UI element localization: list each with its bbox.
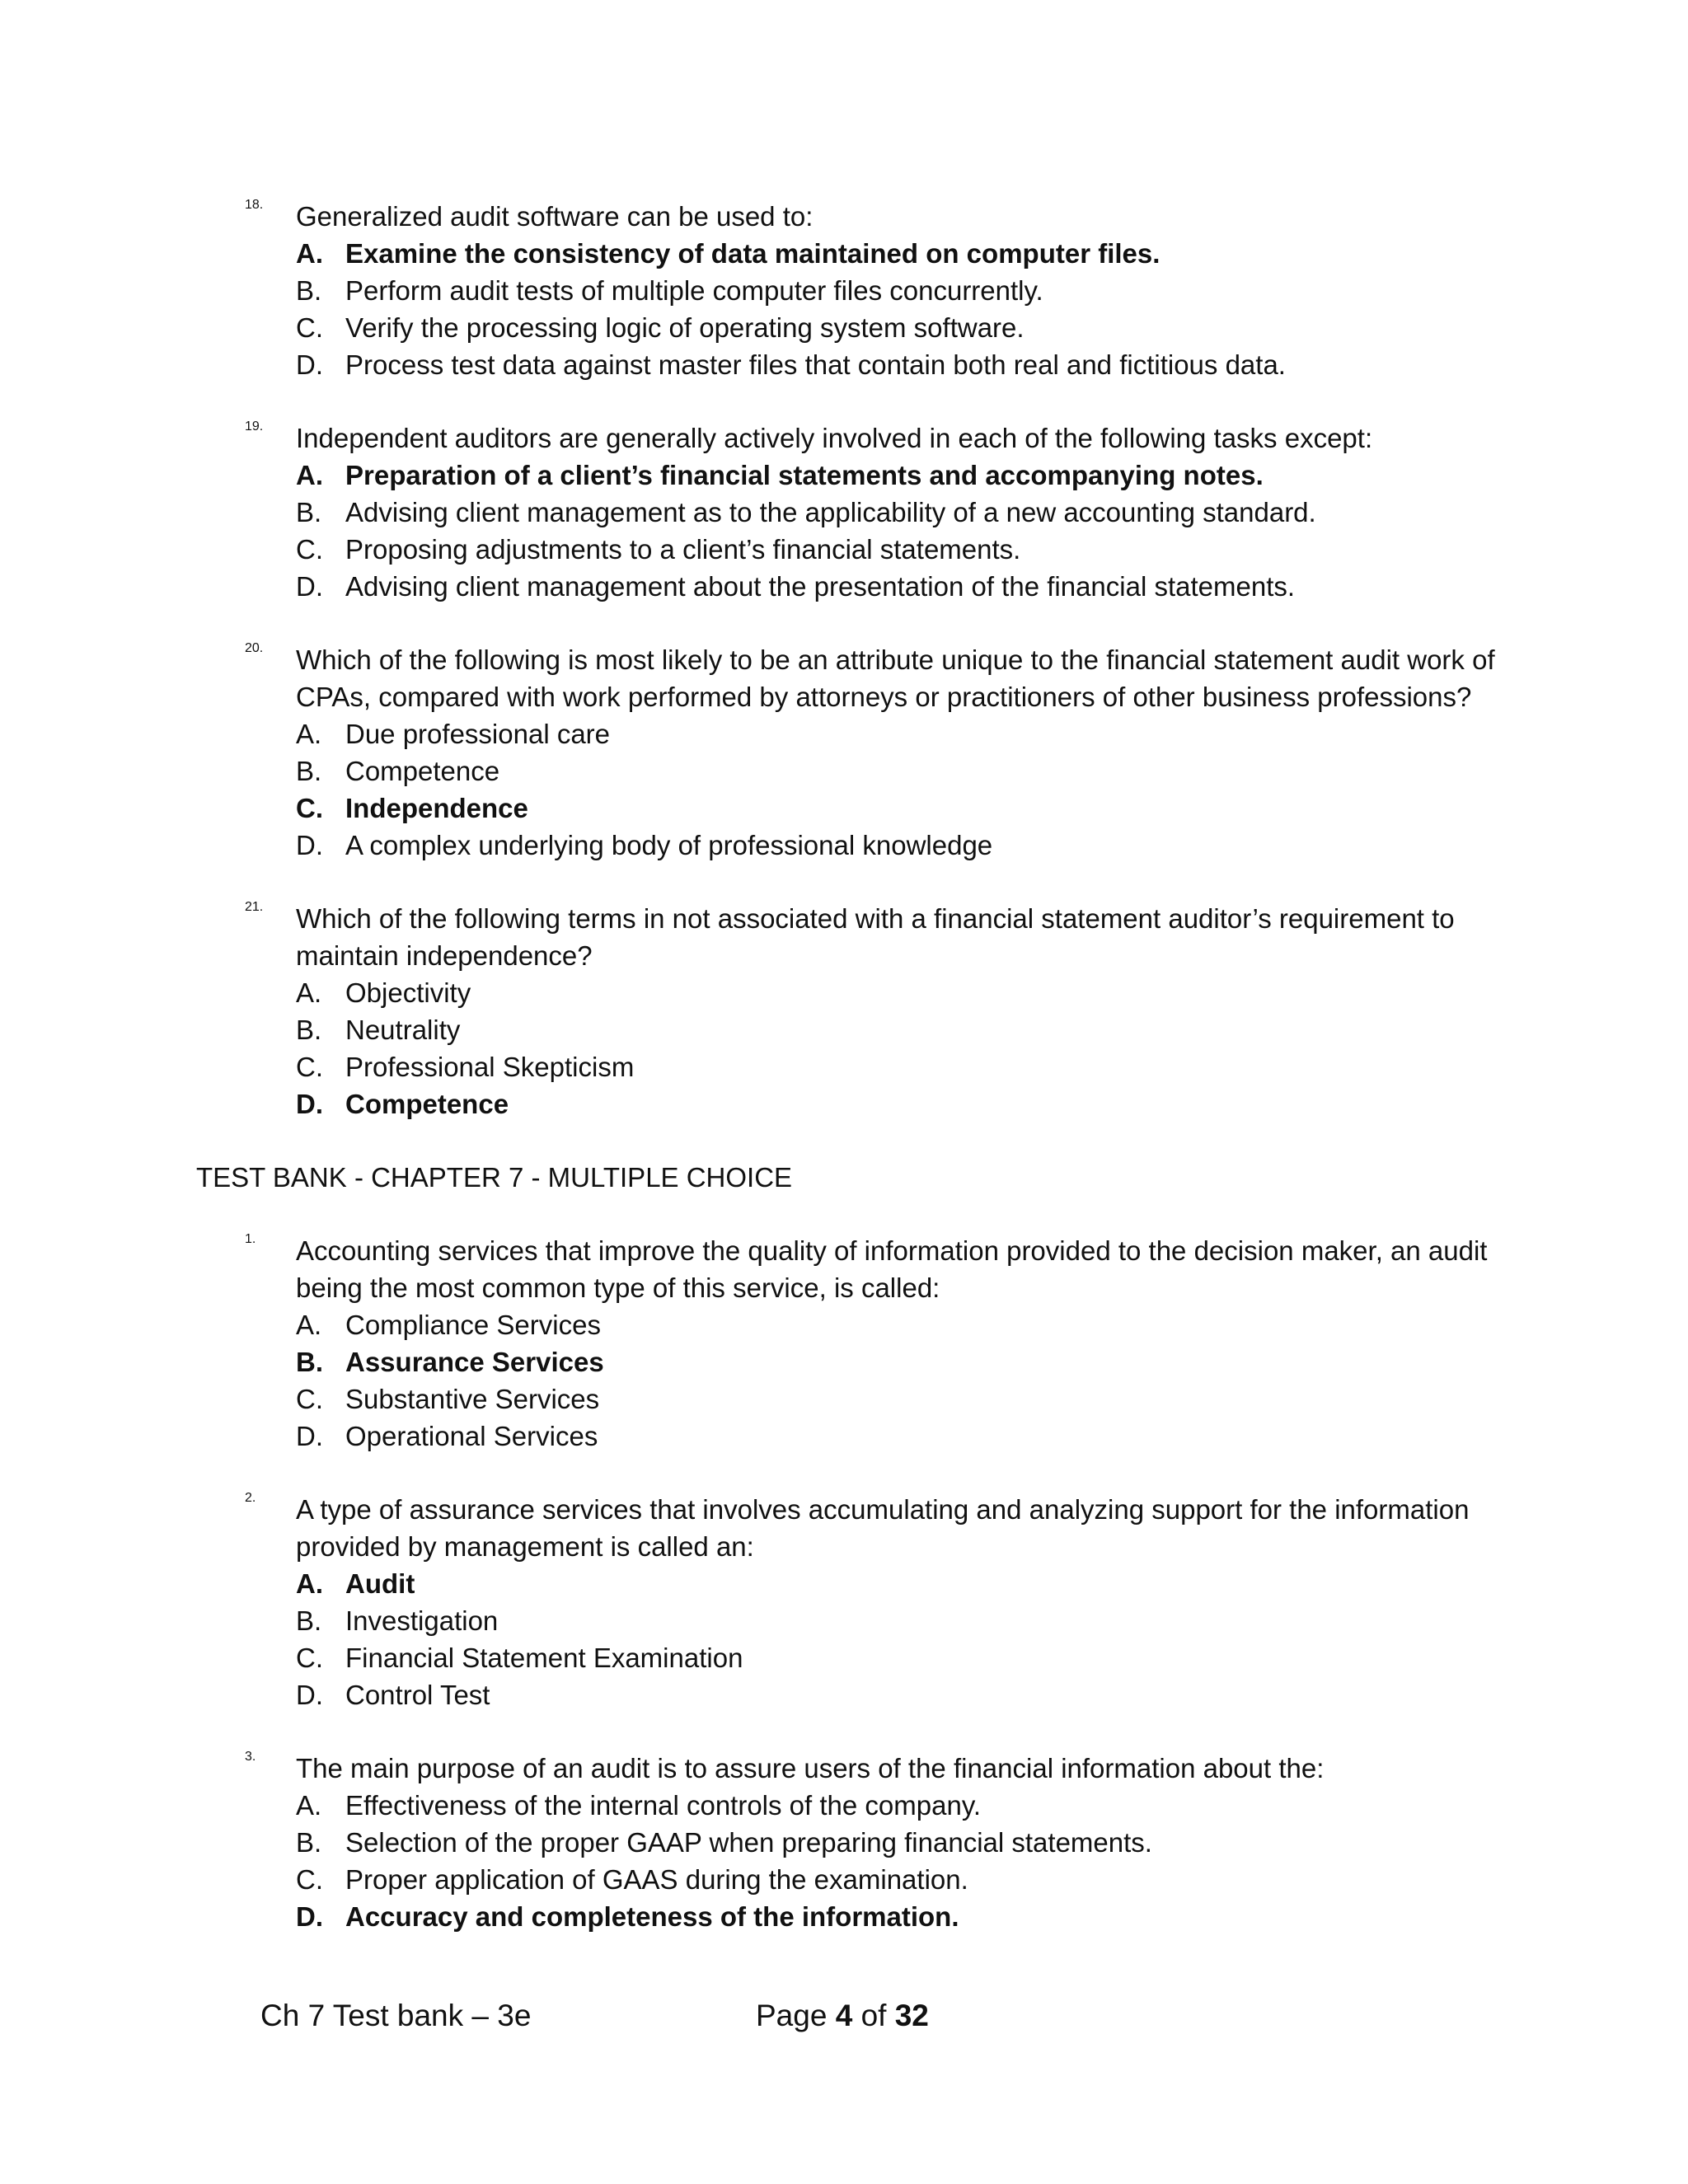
option-letter: D. [296, 1421, 323, 1451]
question-number: 20. [245, 641, 264, 655]
question-text: Which of the following is most likely to be an attribute unique to the financial statement audit work of CPAs, compared with work performed by attorneys or practitioners of other business professions? [296, 644, 1495, 712]
question-block [196, 1491, 1498, 1713]
option-letter: B. [296, 275, 322, 306]
answer-option [296, 494, 1498, 531]
answer-option [296, 1676, 1498, 1713]
option-letter: D. [296, 349, 323, 380]
option-letter: B. [296, 1015, 322, 1045]
page-content [196, 198, 1498, 1935]
question-block [196, 900, 1498, 1122]
answer-option [296, 531, 1498, 568]
option-text: Substantive Services [345, 1384, 600, 1414]
option-text: Examine the consistency of data maintained on computer files. [345, 238, 1160, 269]
option-text: Proper application of GAAS during the examination. [345, 1864, 968, 1895]
option-letter: D. [296, 830, 323, 860]
option-letter: A. [296, 1568, 323, 1599]
answer-option [296, 346, 1498, 383]
option-letter: A. [296, 1310, 322, 1340]
question-block [196, 1232, 1498, 1455]
option-text: Compliance Services [345, 1310, 601, 1340]
option-text: Independence [345, 793, 528, 823]
option-letter: A. [296, 977, 322, 1008]
option-letter: B. [296, 1605, 322, 1636]
question-group-part2 [196, 1232, 1498, 1935]
answer-option [296, 1787, 1498, 1824]
option-text: Selection of the proper GAAP when preparing financial statements. [345, 1827, 1152, 1858]
option-text: Competence [345, 756, 500, 786]
answer-option [296, 1048, 1498, 1085]
question-number: 2. [245, 1491, 256, 1505]
option-text: Process test data against master files that contain both real and fictitious data. [345, 349, 1286, 380]
option-text: Accuracy and completeness of the information. [345, 1901, 959, 1932]
answer-option [296, 1602, 1498, 1639]
section-heading: TEST BANK - CHAPTER 7 - MULTIPLE CHOICE [196, 1162, 793, 1193]
question-stem [245, 900, 1498, 974]
spacer [196, 605, 1498, 641]
option-text: A complex underlying body of professional knowledge [345, 830, 993, 860]
option-text: Assurance Services [345, 1347, 604, 1377]
answer-option [296, 309, 1498, 346]
option-letter: C. [296, 534, 323, 565]
question-text: Accounting services that improve the quality of information provided to the decision maker, an audit being the most common type of this service, is called: [296, 1235, 1488, 1303]
question-block [196, 419, 1498, 605]
option-letter: B. [296, 1827, 322, 1858]
question-text: A type of assurance services that involves accumulating and analyzing support for the information provided by management is called an: [296, 1494, 1470, 1562]
question-text: The main purpose of an audit is to assure users of the financial information about the: [296, 1753, 1325, 1783]
answer-option [296, 1418, 1498, 1455]
answer-option [296, 272, 1498, 309]
option-text: Perform audit tests of multiple computer files concurrently. [345, 275, 1043, 306]
option-text: Control Test [345, 1680, 490, 1710]
spacer [196, 1122, 1498, 1159]
option-text: Operational Services [345, 1421, 598, 1451]
page-current: 4 [835, 1999, 853, 2032]
answer-option [296, 1380, 1498, 1418]
answer-option [296, 1639, 1498, 1676]
question-block [196, 198, 1498, 383]
option-letter: B. [296, 1347, 323, 1377]
option-text: Effectiveness of the internal controls of the company. [345, 1790, 982, 1821]
spacer [196, 1196, 1498, 1232]
spacer [196, 1455, 1498, 1491]
question-stem [245, 198, 1498, 235]
option-text: Due professional care [345, 719, 611, 749]
page-prefix: Page [756, 1999, 828, 2032]
option-letter: A. [296, 719, 322, 749]
option-letter: C. [296, 793, 323, 823]
option-letter: C. [296, 1384, 323, 1414]
option-text: Preparation of a client’s financial statements and accompanying notes. [345, 460, 1264, 490]
answer-option-correct [296, 1565, 1498, 1602]
option-text: Investigation [345, 1605, 499, 1636]
option-letter: D. [296, 1680, 323, 1710]
option-text: Verify the processing logic of operating system software. [345, 312, 1025, 343]
question-block [196, 1750, 1498, 1935]
option-text: Neutrality [345, 1015, 461, 1045]
question-group-part1 [196, 198, 1498, 1159]
question-text: Which of the following terms in not associated with a financial statement auditor’s requirement to maintain independence? [296, 903, 1455, 971]
question-stem [245, 1232, 1498, 1306]
question-number: 1. [245, 1232, 256, 1246]
answer-option [296, 1861, 1498, 1898]
option-letter: D. [296, 1901, 323, 1932]
question-stem [245, 641, 1498, 715]
page-footer [0, 1991, 1688, 2041]
option-letter: A. [296, 238, 323, 269]
question-text: Independent auditors are generally actively involved in each of the following tasks except: [296, 423, 1373, 453]
question-number: 18. [245, 198, 264, 212]
footer-document-title: Ch 7 Test bank – 3e [260, 1999, 532, 2032]
answer-option [296, 715, 1498, 752]
answer-option [296, 974, 1498, 1011]
question-stem [245, 419, 1498, 457]
question-block [196, 641, 1498, 864]
option-text: Objectivity [345, 977, 471, 1008]
option-letter: B. [296, 756, 322, 786]
answer-option [296, 827, 1498, 864]
answer-option [296, 568, 1498, 605]
answer-option [296, 1011, 1498, 1048]
option-text: Audit [345, 1568, 415, 1599]
answer-option-correct [296, 235, 1498, 272]
footer-page-number [756, 1991, 929, 2041]
question-number: 21. [245, 900, 264, 914]
option-letter: D. [296, 571, 323, 602]
spacer [196, 383, 1498, 419]
question-number: 19. [245, 419, 264, 434]
option-letter: A. [296, 460, 323, 490]
option-text: Competence [345, 1089, 509, 1119]
answer-option-correct [296, 1343, 1498, 1380]
question-text: Generalized audit software can be used to: [296, 201, 814, 232]
option-letter: C. [296, 312, 323, 343]
answer-option [296, 752, 1498, 790]
answer-option-correct [296, 1085, 1498, 1122]
page-total: 32 [894, 1999, 929, 2032]
option-text: Advising client management as to the applicability of a new accounting standard. [345, 497, 1316, 527]
question-stem [245, 1750, 1498, 1787]
answer-option [296, 1306, 1498, 1343]
answer-option [296, 1824, 1498, 1861]
spacer [196, 864, 1498, 900]
page-of: of [860, 1999, 887, 2032]
option-letter: A. [296, 1790, 322, 1821]
answer-option-correct [296, 457, 1498, 494]
option-letter: D. [296, 1089, 323, 1119]
option-text: Financial Statement Examination [345, 1643, 743, 1673]
answer-option-correct [296, 1898, 1498, 1935]
option-letter: C. [296, 1643, 323, 1673]
spacer [196, 1713, 1498, 1750]
answer-option-correct [296, 790, 1498, 827]
option-letter: C. [296, 1864, 323, 1895]
option-text: Advising client management about the presentation of the financial statements. [345, 571, 1296, 602]
option-letter: C. [296, 1052, 323, 1082]
option-text: Professional Skepticism [345, 1052, 635, 1082]
question-stem [245, 1491, 1498, 1565]
question-number: 3. [245, 1750, 256, 1764]
option-letter: B. [296, 497, 322, 527]
option-text: Proposing adjustments to a client’s financial statements. [345, 534, 1021, 565]
